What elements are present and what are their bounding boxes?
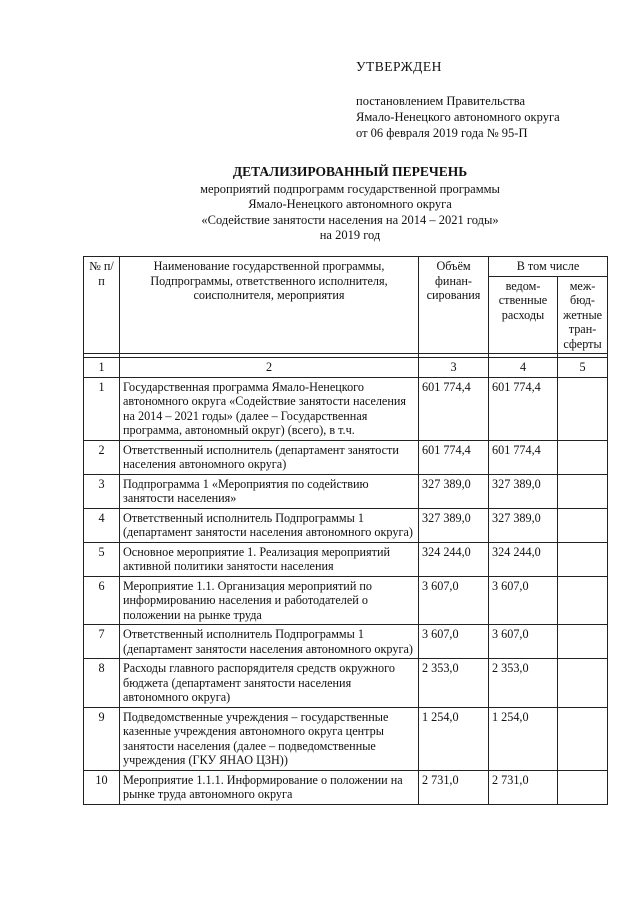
activity-name-cell: Подведомственные учреждения – государственные казенные учреждения автономного округа центры занятости населения (далее – подведомственные учреждения (ГКУ ЯНАО ЦЗН)) (120, 707, 419, 770)
table-row (84, 770, 608, 804)
column-number: 2 (120, 358, 419, 378)
table-header-row (84, 257, 608, 277)
table-row (84, 440, 608, 474)
approval-decree (356, 93, 560, 141)
activity-name-cell: Мероприятие 1.1.1. Информирование о положении на рынке труда автономного округа (120, 770, 419, 804)
row-number-cell: 8 (84, 659, 120, 708)
interbudget-transfers-cell (558, 707, 608, 770)
activity-name-cell: Мероприятие 1.1. Организация мероприятий по информированию населения и работодателей о положении на рынке труда (120, 576, 419, 625)
activity-name-cell: Основное мероприятие 1. Реализация мероприятий активной политики занятости населения (120, 542, 419, 576)
interbudget-transfers-cell (558, 770, 608, 804)
interbudget-transfers-cell (558, 625, 608, 659)
column-number: 3 (419, 358, 489, 378)
title-line: на 2019 год (319, 228, 381, 242)
approved-label: УТВЕРЖДЕН (356, 59, 442, 74)
activity-name-cell: Ответственный исполнитель Подпрограммы 1 (департамент занятости населения автономного округа) (120, 508, 419, 542)
header-volume: Объём финан-сирования (419, 257, 489, 354)
funding-volume-cell: 327 389,0 (419, 474, 489, 508)
interbudget-transfers-cell (558, 377, 608, 440)
departmental-expenses-cell: 324 244,0 (489, 542, 558, 576)
title-main: ДЕТАЛИЗИРОВАННЫЙ ПЕРЕЧЕНЬ (232, 164, 468, 179)
departmental-expenses-cell: 601 774,4 (489, 377, 558, 440)
activity-name-cell: Подпрограмма 1 «Мероприятия по содействию занятости населения» (120, 474, 419, 508)
departmental-expenses-cell: 1 254,0 (489, 707, 558, 770)
row-number-cell: 4 (84, 508, 120, 542)
table-row (84, 576, 608, 625)
header-name: Наименование государственной программы, Подпрограммы, ответственного исполнителя, соисполнителя, мероприятия (120, 257, 419, 354)
row-number-cell: 7 (84, 625, 120, 659)
activity-name-cell: Расходы главного распорядителя средств окружного бюджета (департамент занятости населения автономного округа) (120, 659, 419, 708)
interbudget-transfers-cell (558, 659, 608, 708)
departmental-expenses-cell: 327 389,0 (489, 474, 558, 508)
header-dept: ведом-ственные расходы (489, 276, 558, 354)
document-title (150, 164, 550, 244)
column-numbers-row (84, 358, 608, 378)
funding-volume-cell: 2 731,0 (419, 770, 489, 804)
row-number-cell: 10 (84, 770, 120, 804)
row-number-cell: 9 (84, 707, 120, 770)
funding-volume-cell: 601 774,4 (419, 377, 489, 440)
departmental-expenses-cell: 2 731,0 (489, 770, 558, 804)
funding-volume-cell: 2 353,0 (419, 659, 489, 708)
column-number: 1 (84, 358, 120, 378)
interbudget-transfers-cell (558, 542, 608, 576)
column-number: 4 (489, 358, 558, 378)
table-row (84, 377, 608, 440)
row-number-cell: 6 (84, 576, 120, 625)
header-num: № п/п (84, 257, 120, 354)
interbudget-transfers-cell (558, 508, 608, 542)
table-row (84, 542, 608, 576)
table-row (84, 474, 608, 508)
activity-name-cell: Ответственный исполнитель Подпрограммы 1 (департамент занятости населения автономного округа) (120, 625, 419, 659)
decree-line: постановлением Правительства (356, 94, 526, 108)
table-row (84, 508, 608, 542)
row-number-cell: 1 (84, 377, 120, 440)
decree-line: Ямало-Ненецкого автономного округа (356, 110, 560, 124)
table-row (84, 707, 608, 770)
funding-volume-cell: 601 774,4 (419, 440, 489, 474)
funding-volume-cell: 324 244,0 (419, 542, 489, 576)
row-number-cell: 3 (84, 474, 120, 508)
funding-volume-cell: 327 389,0 (419, 508, 489, 542)
funding-volume-cell: 1 254,0 (419, 707, 489, 770)
row-number-cell: 2 (84, 440, 120, 474)
row-number-cell: 5 (84, 542, 120, 576)
departmental-expenses-cell: 327 389,0 (489, 508, 558, 542)
activity-name-cell: Государственная программа Ямало-Ненецкого автономного округа «Содействие занятости населения на 2014 – 2021 годы» (далее – Государственная программа, автономный округ) (всего), в т.ч. (120, 377, 419, 440)
header-including: В том числе (489, 257, 608, 277)
table-row (84, 659, 608, 708)
departmental-expenses-cell: 3 607,0 (489, 576, 558, 625)
activities-table (83, 256, 608, 805)
title-line: «Содействие занятости населения на 2014 – 2021 годы» (201, 212, 499, 227)
departmental-expenses-cell: 2 353,0 (489, 659, 558, 708)
funding-volume-cell: 3 607,0 (419, 625, 489, 659)
interbudget-transfers-cell (558, 474, 608, 508)
departmental-expenses-cell: 3 607,0 (489, 625, 558, 659)
funding-volume-cell: 3 607,0 (419, 576, 489, 625)
decree-line: от 06 февраля 2019 года № 95-П (356, 126, 528, 140)
title-line: мероприятий подпрограмм государственной программы (200, 181, 500, 196)
table-row (84, 625, 608, 659)
interbudget-transfers-cell (558, 576, 608, 625)
header-transfers: меж-бюд-жетные тран-сферты (558, 276, 608, 354)
activity-name-cell: Ответственный исполнитель (департамент занятости населения автономного округа) (120, 440, 419, 474)
title-line: Ямало-Ненецкого автономного округа (248, 197, 452, 211)
departmental-expenses-cell: 601 774,4 (489, 440, 558, 474)
column-number: 5 (558, 358, 608, 378)
interbudget-transfers-cell (558, 440, 608, 474)
